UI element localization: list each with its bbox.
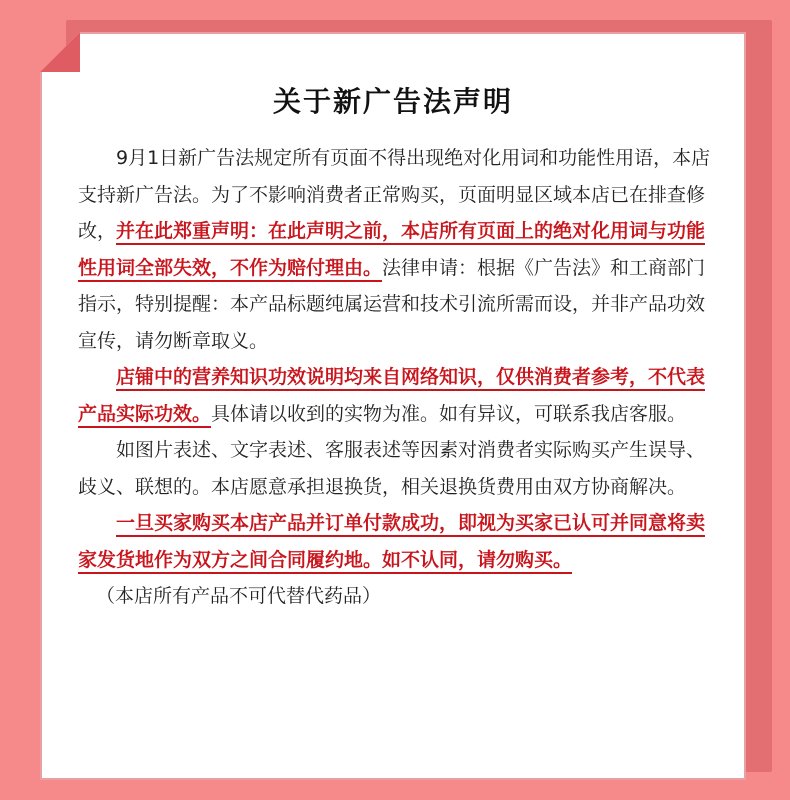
footnote: （本店所有产品不可代替代药品） [96, 585, 382, 607]
paragraph-1-highlight: 并在此郑重声明：在此声明之前，本店所有页面上的绝对化用词与功能性用词全部失效，不作为赔付理由。 [78, 220, 705, 282]
paragraph-4-highlight: 一旦买家购买本店产品并订单付款成功，即视为买家已认可并同意将卖家发货地作为双方之间合同履约地。如不认同，请勿购买。 [78, 512, 705, 574]
paragraph-2-text: 具体请以收到的实物为准。如有异议，可联系我店客服。 [211, 402, 687, 425]
paragraph-3 [78, 432, 718, 505]
paragraph-1 [78, 140, 718, 359]
paragraph-1-text-b: 法律申请：根据《广告法》和工商部门指示，特别提醒：本产品标题纯属运营和技术引流所需而设，并非产品功效宣传，请勿断章取义。 [78, 256, 706, 352]
paragraph-2 [78, 359, 718, 432]
paragraph-1-text-a: 9月1日新广告法规定所有页面不得出现绝对化用词和功能性用语，本店支持新广告法。为了不影响消费者正常购买，页面明显区域本店已在排查修改， [78, 147, 711, 242]
paragraph-4 [78, 505, 718, 578]
paragraph-3-text: 如图片表述、文字表述、客服表述等因素对消费者实际购买产生误导、歧义、联想的。本店愿意承担退换货，相关退换货费用由双方协商解决。 [78, 439, 706, 498]
paragraph-2-highlight: 店铺中的营养知识功效说明均来自网络知识，仅供消费者参考，不代表产品实际功效。 [78, 366, 705, 428]
folded-corner [40, 32, 80, 72]
notice-body [78, 140, 718, 615]
page-title: 关于新广告法声明 [272, 85, 513, 118]
